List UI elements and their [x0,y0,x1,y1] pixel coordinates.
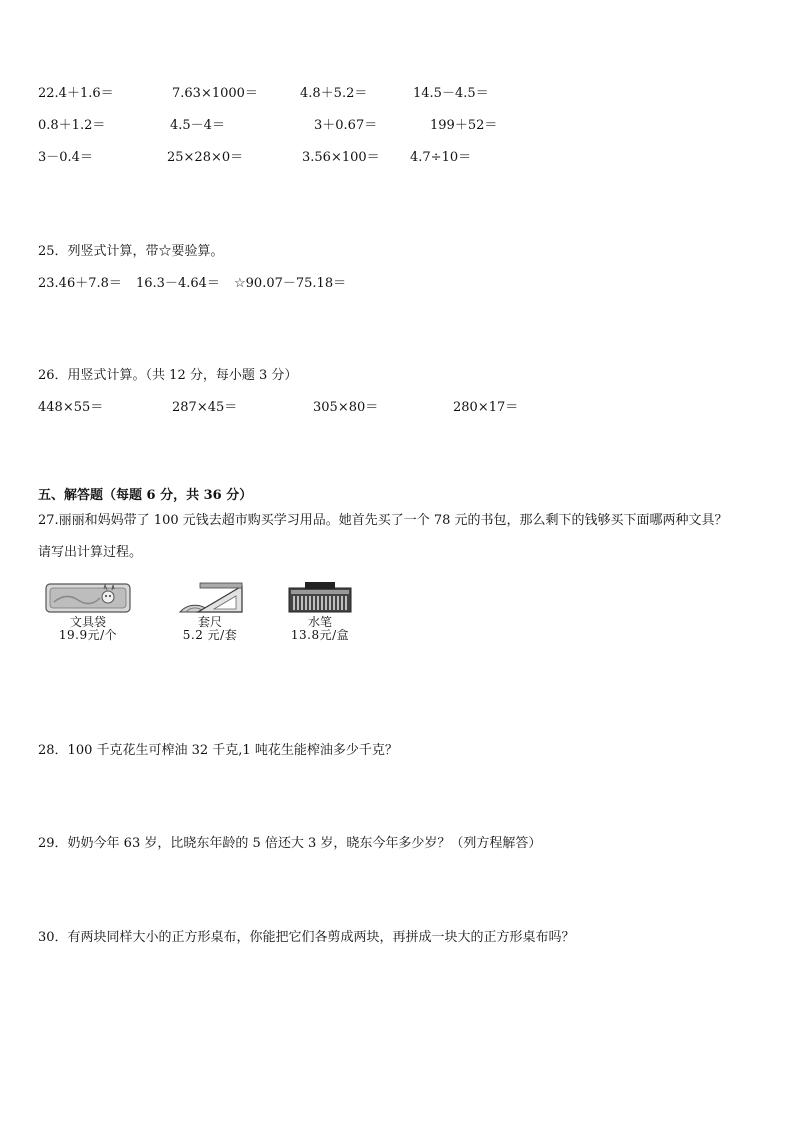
calc-item: 199＋52＝ [430,118,498,133]
calc-item: 16.3－4.64＝ [136,276,220,291]
product-pencil-case [38,580,138,642]
product-ruler-set [160,580,260,642]
calc-item: 305×80＝ [313,400,379,415]
calc-item: 3.56×100＝ [302,150,380,165]
calc-item: 448×55＝ [38,400,104,415]
q25-title: 25．列竖式计算，带☆要验算。 [38,244,224,259]
product-price: 13.8元/盒 [290,628,350,642]
ruler-set-icon [170,580,250,616]
calc-item: 287×45＝ [172,400,238,415]
product-price: 19.9元/个 [58,628,118,642]
calc-item: 25×28×0＝ [167,150,244,165]
q28-text: 28．100 千克花生可榨油 32 千克,1 吨花生能榨油多少千克？ [38,743,398,758]
q27-line1: 27.丽丽和妈妈带了 100 元钱去超市购买学习用品。她首先买了一个 78 元的书包，那么剩下的钱够买下面哪两种文具？ [38,513,728,528]
product-pen-box [270,580,370,642]
pen-box-icon [285,580,355,616]
product-label: 水笔 [307,615,332,629]
section-heading: 五、解答题（每题 6 分，共 36 分） [38,488,253,503]
calc-item: 280×17＝ [453,400,519,415]
product-label: 套尺 [197,615,222,629]
product-label: 文具袋 [69,615,106,629]
calc-item: 4.8＋5.2＝ [300,86,368,101]
calc-item: 0.8＋1.2＝ [38,118,106,133]
q29-text: 29．奶奶今年 63 岁，比晓东年龄的 5 倍还大 3 岁，晓东今年多少岁？（列方程解答） [38,836,542,851]
calc-item: ☆90.07－75.18＝ [234,276,347,291]
calc-item: 3－0.4＝ [38,150,93,165]
calc-item: 3＋0.67＝ [314,118,378,133]
pencil-case-icon [42,580,134,616]
calc-item: 23.46＋7.8＝ [38,276,122,291]
calc-item: 4.7÷10＝ [410,150,472,165]
calc-item: 22.4＋1.6＝ [38,86,114,101]
calc-item: 4.5－4＝ [170,118,225,133]
calc-item: 14.5－4.5＝ [413,86,489,101]
q27-line2: 请写出计算过程。 [38,545,143,560]
q26-title: 26．用竖式计算。（共 12 分，每小题 3 分） [38,368,298,383]
product-price: 5.2 元/套 [182,628,238,642]
calc-item: 7.63×1000＝ [172,86,258,101]
q30-text: 30．有两块同样大小的正方形桌布，你能把它们各剪成两块，再拼成一块大的正方形桌布吗？ [38,930,575,945]
